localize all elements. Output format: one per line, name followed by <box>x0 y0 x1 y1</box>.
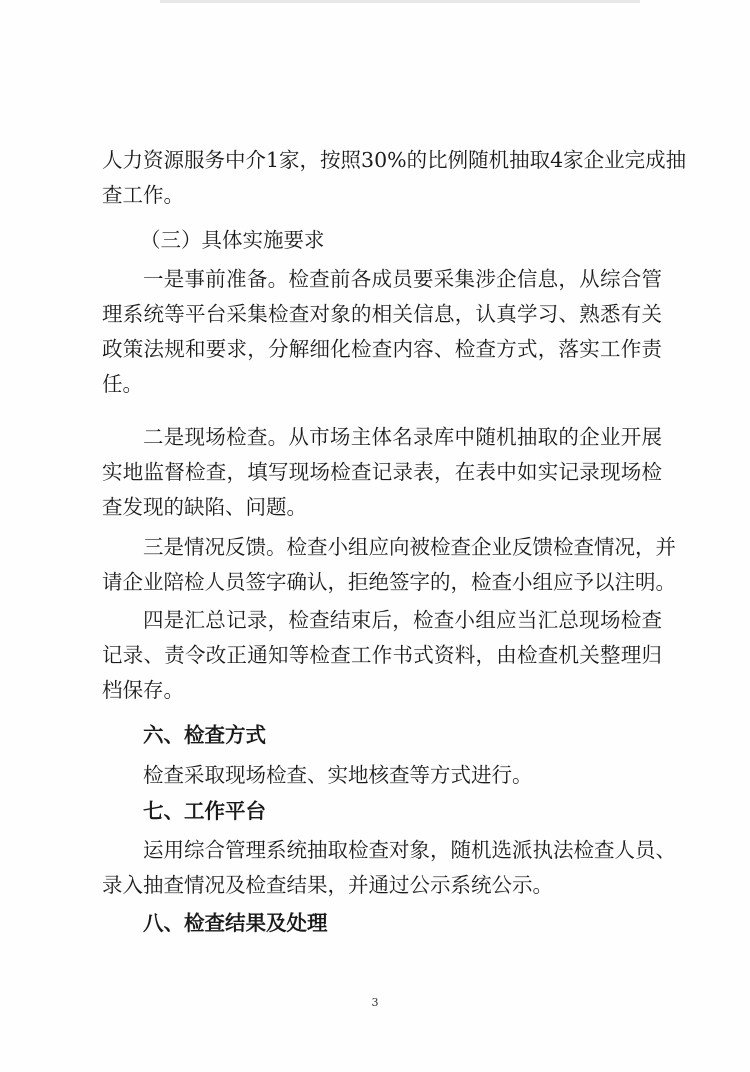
item-3-line-1: 三是情况反馈。检查小组应向被检查企业反馈检查情况，并 <box>143 535 676 559</box>
item-2-line-3: 查发现的缺陷、问题。 <box>102 495 307 519</box>
item-1-line-3: 政策法规和要求，分解细化检查内容、检查方式，落实工作责 <box>102 337 662 361</box>
item-4-line-1: 四是汇总记录，检查结束后，检查小组应当汇总现场检查 <box>143 608 662 632</box>
page-top-edge <box>160 0 640 3</box>
item-3-line-2: 请企业陪检人员签字确认，拒绝签字的，检查小组应予以注明。 <box>102 570 676 594</box>
item-4-line-2: 记录、责令改正通知等检查工作书式资料，由检查机关整理归 <box>102 643 662 667</box>
section-6-heading: 六、检查方式 <box>143 723 266 747</box>
item-1-line-1: 一是事前准备。检查前各成员要采集涉企信息，从综合管 <box>143 267 662 291</box>
item-4-paragraph <box>102 603 662 708</box>
section-8-heading: 八、检查结果及处理 <box>143 911 328 935</box>
item-1-line-4: 任。 <box>102 372 143 396</box>
page-number: 3 <box>371 996 379 1009</box>
section-6-body: 检查采取现场检查、实地核查等方式进行。 <box>143 763 533 787</box>
item-2-line-1: 二是现场检查。从市场主体名录库中随机抽取的企业开展 <box>143 425 662 449</box>
section-7-heading: 七、工作平台 <box>143 799 266 823</box>
intro-paragraph <box>102 143 687 213</box>
section-7-paragraph <box>102 833 676 903</box>
item-3-paragraph <box>102 530 676 600</box>
item-1-line-2: 理系统等平台采集检查对象的相关信息，认真学习、熟悉有关 <box>102 302 662 326</box>
section-7-line-1: 运用综合管理系统抽取检查对象，随机选派执法检查人员、 <box>143 838 676 862</box>
item-2-line-2: 实地监督检查，填写现场检查记录表，在表中如实记录现场检 <box>102 460 662 484</box>
item-1-paragraph <box>102 262 662 402</box>
section-6-paragraph <box>102 758 662 793</box>
section-7-line-2: 录入抽查情况及检查结果，并通过公示系统公示。 <box>102 873 553 897</box>
intro-line-2: 查工作。 <box>102 183 184 207</box>
section-3-heading: （三）具体实施要求 <box>140 228 325 252</box>
intro-line-1: 人力资源服务中介1家，按照30%的比例随机抽取4家企业完成抽 <box>102 148 687 172</box>
item-2-paragraph <box>102 420 662 525</box>
item-4-line-3: 档保存。 <box>102 678 184 702</box>
